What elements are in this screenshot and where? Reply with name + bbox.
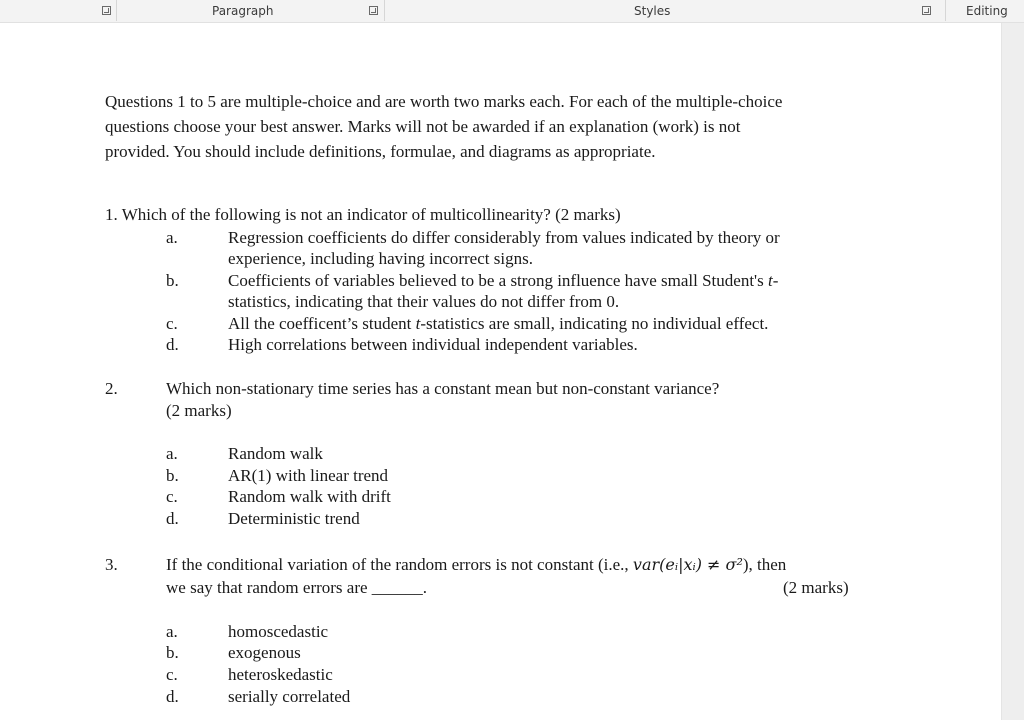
option-text: experience, including having incorrect signs.: [228, 249, 533, 268]
question-3-stem: If the conditional variation of the random errors is not constant (i.e., var(eᵢ|xᵢ) ≠ σ²), then: [166, 555, 787, 574]
styles-group-label: Styles: [634, 4, 671, 18]
intro-line: Questions 1 to 5 are multiple-choice and are worth two marks each. For each of the multiple-choice: [105, 92, 783, 111]
option-text: High correlations between individual independent variables.: [228, 335, 638, 354]
option-letter: d.: [166, 335, 179, 354]
editing-group-label[interactable]: Editing: [966, 4, 1008, 18]
question-2-number: 2.: [105, 379, 118, 398]
option-text: AR(1) with linear trend: [228, 466, 389, 485]
question-3-marks: (2 marks): [783, 578, 849, 597]
option-letter: a.: [166, 622, 178, 641]
option-text: heteroskedastic: [228, 665, 333, 684]
option-text: statistics, indicating that their values do not differ from 0.: [228, 292, 620, 311]
option-letter: d.: [166, 687, 179, 706]
option-letter: c.: [166, 665, 178, 684]
question-3-stem: we say that random errors are ______.: [166, 578, 428, 597]
formula: var(eᵢ|xᵢ) ≠ σ²: [632, 555, 743, 574]
option-letter: b.: [166, 466, 179, 485]
intro-line: provided. You should include definitions, formulae, and diagrams as appropriate.: [105, 142, 656, 161]
option-text: exogenous: [228, 643, 301, 662]
question-3-number: 3.: [105, 555, 118, 574]
question-1-stem: 1. Which of the following is not an indicator of multicollinearity? (2 marks): [105, 205, 621, 224]
option-text: homoscedastic: [228, 622, 329, 641]
option-letter: a.: [166, 228, 178, 247]
option-text: All the coefficent’s student t-statistics are small, indicating no individual effect.: [228, 314, 769, 333]
option-text: Random walk: [228, 444, 323, 463]
question-2-stem: (2 marks): [166, 401, 232, 420]
option-letter: d.: [166, 509, 179, 528]
option-letter: b.: [166, 271, 179, 290]
vertical-scrollbar[interactable]: [1001, 23, 1024, 720]
option-letter: b.: [166, 643, 179, 662]
option-text: Random walk with drift: [228, 487, 391, 506]
intro-line: questions choose your best answer. Marks will not be awarded if an explanation (work) is not: [105, 117, 741, 136]
option-letter: c.: [166, 314, 178, 333]
option-text: serially correlated: [228, 687, 351, 706]
option-text: Coefficients of variables believed to be a strong influence have small Student's t-: [228, 271, 779, 290]
option-text: Deterministic trend: [228, 509, 360, 528]
paragraph-group-label: Paragraph: [212, 4, 274, 18]
option-text: Regression coefficients do differ considerably from values indicated by theory or: [228, 228, 780, 247]
option-letter: a.: [166, 444, 178, 463]
option-letter: c.: [166, 487, 178, 506]
question-2-stem: Which non-stationary time series has a constant mean but non-constant variance?: [166, 379, 720, 398]
